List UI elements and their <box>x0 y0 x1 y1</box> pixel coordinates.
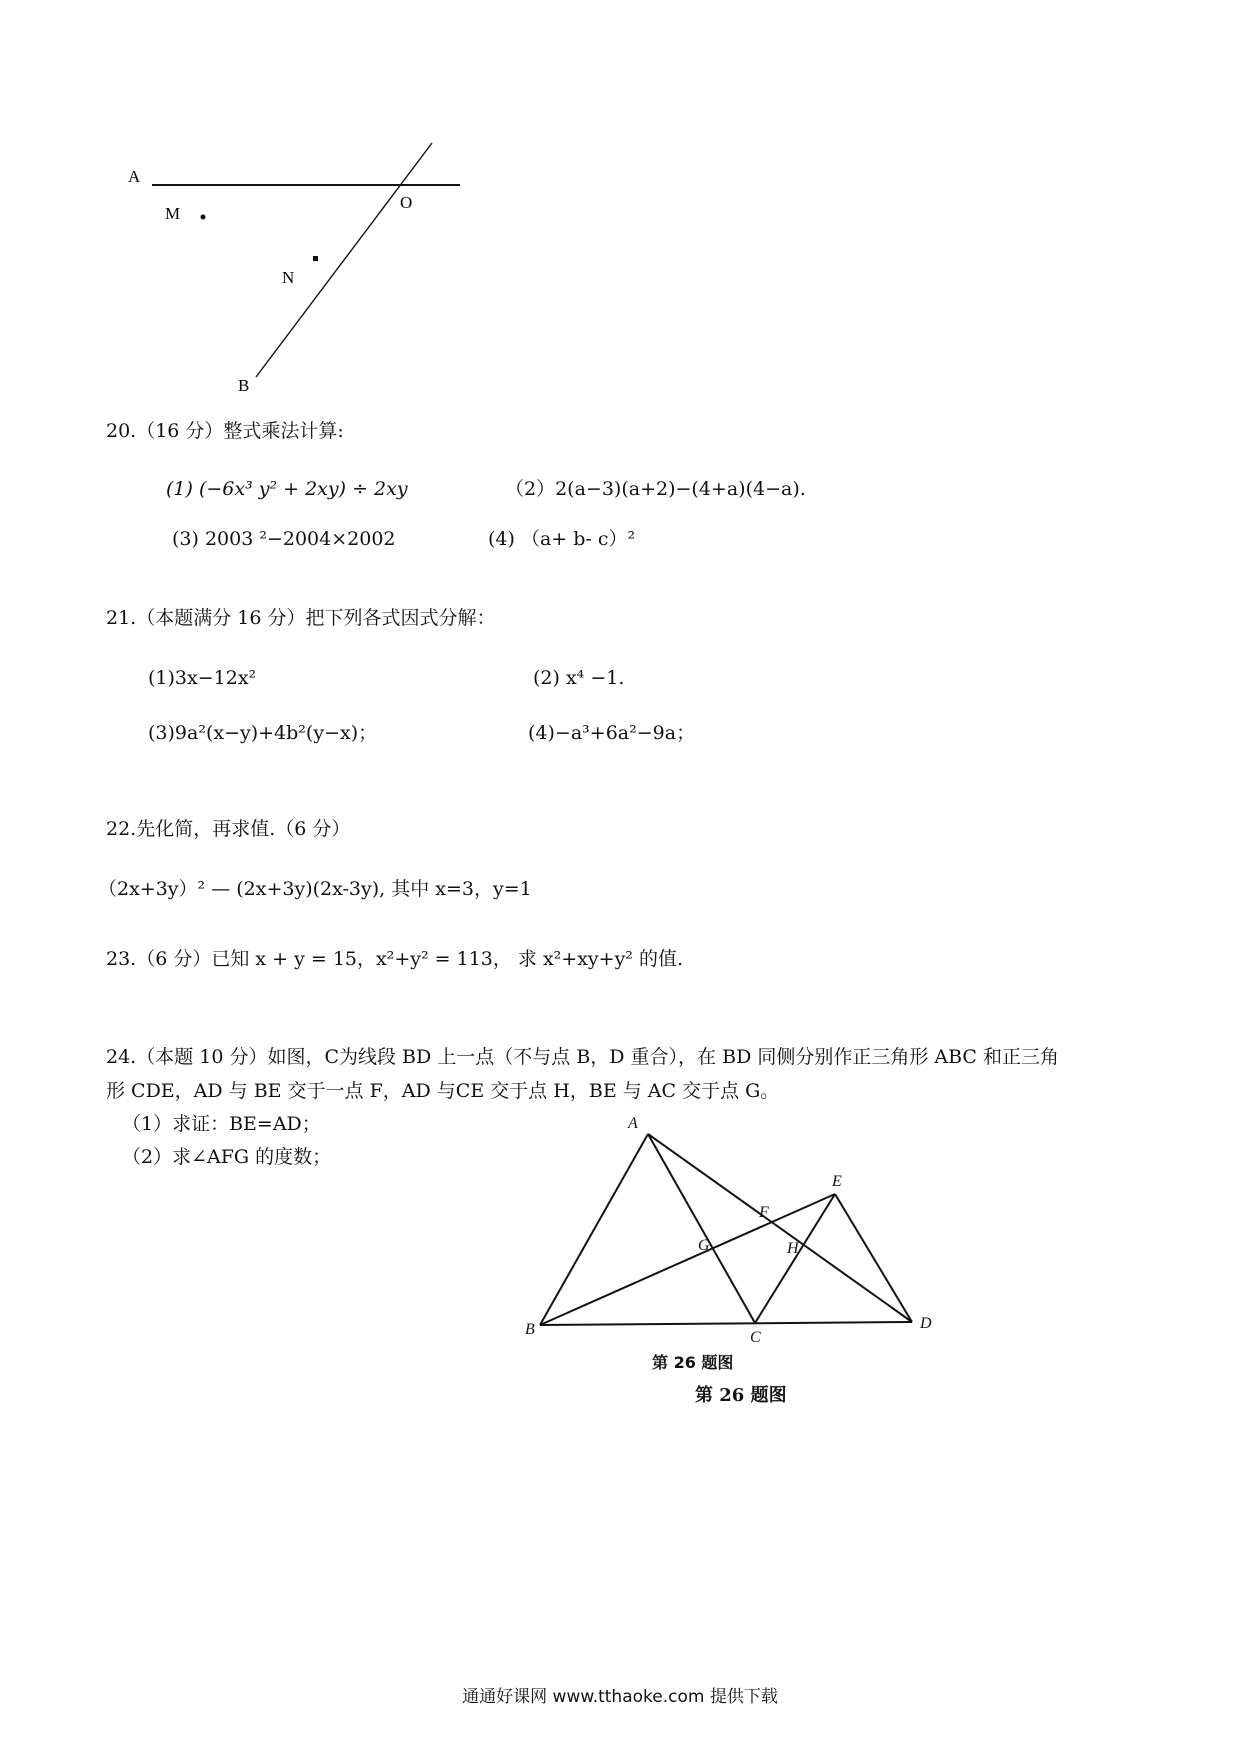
label-e: E <box>832 1173 842 1190</box>
q24-sub2: （2）求∠AFG 的度数； <box>122 1146 332 1168</box>
q20-title: 20.（16 分）整式乘法计算: <box>106 420 344 442</box>
figure-caption-duplicate: 第 26 题图 <box>695 1385 787 1406</box>
label-b: B <box>525 1321 535 1338</box>
q21-part4: (4)−a³+6a²−9a； <box>528 722 696 744</box>
page-footer: 通通好课网 www.tthaoke.com 提供下载 <box>462 1687 778 1707</box>
q22-title: 22.先化简，再求值.（6 分） <box>106 818 351 840</box>
point-m <box>201 215 206 220</box>
q21-part1: (1)3x−12x² <box>148 667 257 689</box>
figure-triangles <box>520 1110 940 1430</box>
q23-text: 23.（6 分）已知 x + y = 15，x²+y² = 113， 求 x²+xy+y² 的值. <box>106 948 684 970</box>
segment-bd <box>540 1322 912 1325</box>
q22-expression: （2x+3y）² — (2x+3y)(2x-3y), 其中 x=3，y=1 <box>98 878 532 900</box>
q20-part3: (3) 2003 ²−2004×2002 <box>172 528 396 550</box>
q24-line2: 形 CDE，AD 与 BE 交于一点 F，AD 与CE 交于点 H，BE 与 AC 交于点 G。 <box>106 1080 780 1102</box>
label-h: H <box>787 1240 799 1257</box>
label-c: C <box>750 1329 761 1346</box>
figure-caption: 第 26 题图 <box>652 1353 734 1372</box>
segment-ad <box>648 1134 912 1322</box>
q24-sub1: （1）求证：BE=AD； <box>122 1113 321 1135</box>
line-ob <box>256 143 432 377</box>
label-a: A <box>628 1115 638 1132</box>
q20-part1: (1) (−6x³ y² + 2xy) ÷ 2xy <box>166 478 408 500</box>
q21-part2: (2) x⁴ −1. <box>533 667 625 689</box>
point-n <box>313 256 318 261</box>
segment-be <box>540 1194 835 1325</box>
label-n: N <box>282 268 295 287</box>
label-a: A <box>128 167 141 186</box>
label-f: F <box>759 1204 769 1221</box>
label-g: G <box>698 1237 710 1254</box>
label-o: O <box>400 193 413 212</box>
label-d: D <box>920 1315 932 1332</box>
segment-ac <box>648 1134 755 1323</box>
q20-part2: （2）2(a−3)(a+2)−(4+a)(4−a). <box>505 478 806 500</box>
figure-angle-aob <box>120 135 480 395</box>
label-b: B <box>238 376 250 395</box>
q21-part3: (3)9a²(x−y)+4b²(y−x)； <box>148 722 378 744</box>
segment-ab <box>540 1134 648 1325</box>
label-m: M <box>165 204 181 223</box>
segment-ed <box>835 1194 912 1322</box>
q21-title: 21.（本题满分 16 分）把下列各式因式分解： <box>106 607 496 629</box>
q20-part4: (4) （a+ b- c）² <box>488 528 636 550</box>
q24-line1: 24.（本题 10 分）如图，C为线段 BD 上一点（不与点 B，D 重合），在 BD 同侧分别作正三角形 ABC 和正三角 <box>106 1046 1059 1068</box>
